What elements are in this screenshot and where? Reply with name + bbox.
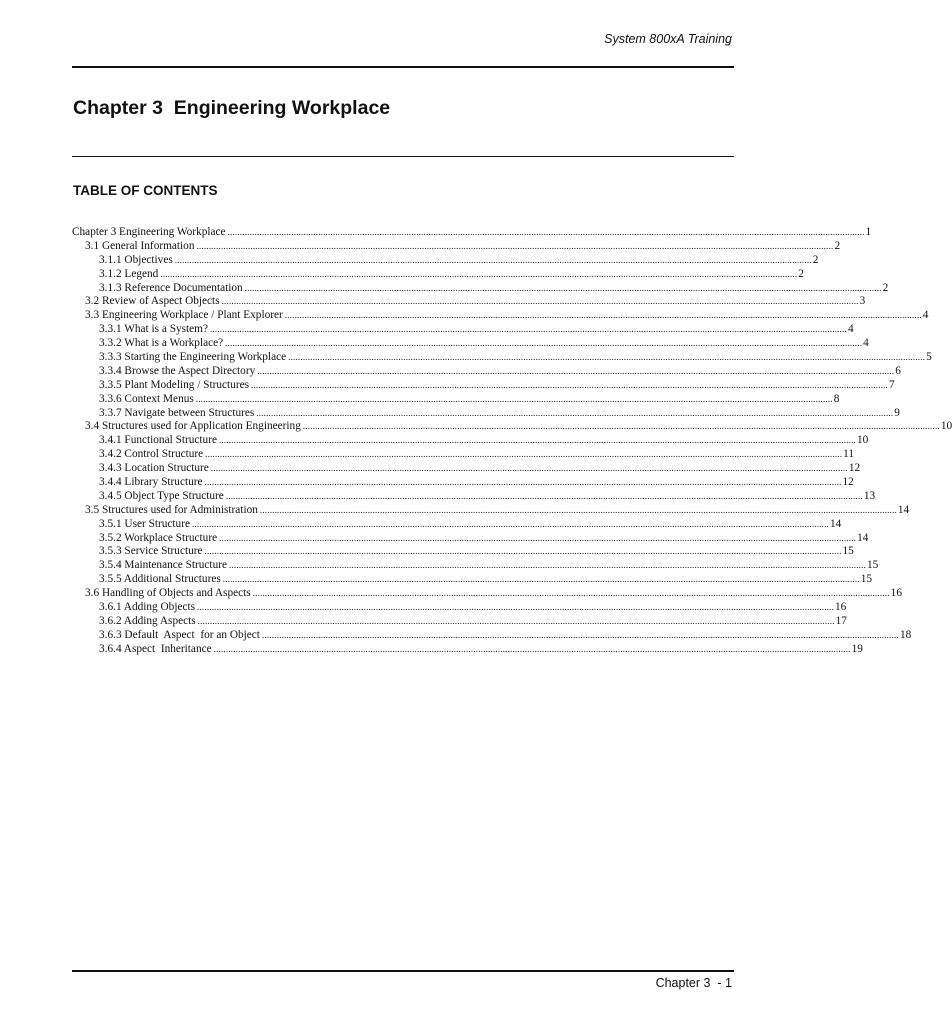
header-divider [72,66,734,68]
toc-entry-page: 2 [882,281,889,294]
toc-entry-label: 3.1 General Information [85,239,195,252]
toc-dot-leader: .................................................................................................................................................................................................................................................................... [284,310,922,321]
toc-entry[interactable] [72,434,869,448]
toc-dot-leader: .................................................................................................................................................................................................................................................................... [204,477,842,488]
toc-entry-label: 3.6.1 Adding Objects [99,601,196,614]
toc-entry-page: 2 [798,267,804,280]
toc-entry[interactable] [72,448,855,462]
toc-entry-page: 5 [926,351,932,364]
toc-dot-leader: .................................................................................................................................................................................................................................................................... [256,407,894,418]
toc-entry-label: 3.3.3 Starting the Engineering Workplace [99,351,287,364]
toc-entry-page: 16 [835,601,847,614]
toc-entry-label: 3.3.6 Context Menus [99,392,194,405]
title-divider [72,156,734,157]
toc-dot-leader: .................................................................................................................................................................................................................................................................... [225,338,863,349]
toc-entry-label: 3.4.4 Library Structure [99,476,203,489]
toc-entry[interactable] [72,226,872,240]
toc-dot-leader: .................................................................................................................................................................................................................................................................... [259,504,897,515]
toc-entry[interactable] [72,323,854,337]
toc-entry-page: 15 [867,559,879,572]
toc-dot-leader: .................................................................................................................................................................................................................................................................... [197,615,835,626]
toc-entry[interactable] [72,587,902,601]
toc-dot-leader: .................................................................................................................................................................................................................................................................... [213,643,851,654]
toc-entry[interactable] [72,642,863,657]
toc-entry-label: 3.1.1 Objectives [99,253,173,266]
toc-entry-page: 14 [829,517,842,530]
toc-entry[interactable] [72,489,876,504]
toc-entry[interactable] [72,531,869,546]
toc-entry-label: 3.5 Structures used for Administration [85,503,258,516]
toc-entry[interactable] [72,295,866,309]
toc-entry-label: 3.4.1 Functional Structure [99,434,217,447]
toc-dot-leader: .................................................................................................................................................................................................................................................................... [222,574,860,585]
toc-entry-label: 3.4.3 Location Structure [99,462,209,475]
toc-entry-label: 3.1.3 Reference Documentation [99,281,243,294]
toc-entry[interactable] [72,253,819,268]
toc-entry-label: 3.2 Review of Aspect Objects [85,295,220,308]
footer-divider [72,970,734,972]
toc-entry[interactable] [72,239,841,254]
toc-entry-label: 3.3.5 Plant Modeling / Structures [99,378,249,391]
toc-dot-leader: .................................................................................................................................................................................................................................................................... [160,268,798,279]
toc-entry[interactable] [72,614,847,629]
toc-entry-label: 3.5.1 User Structure [99,517,190,530]
toc-entry-label: Chapter 3 Engineering Workplace [72,226,226,238]
toc-entry-page: 9 [894,406,900,419]
toc-entry-page: 16 [890,587,902,600]
toc-dot-leader: .................................................................................................................................................................................................................................................................... [252,588,890,599]
toc-entry-page: 13 [863,489,876,502]
toc-entry[interactable] [72,503,910,518]
toc-entry-page: 18 [899,628,912,641]
toc-dot-leader: .................................................................................................................................................................................................................................................................... [174,254,812,265]
toc-entry-page: 15 [842,545,854,558]
toc-entry-page: 6 [895,364,901,377]
page-footer: Chapter 3 - 1 [655,976,732,990]
toc-entry-page: 15 [860,573,873,586]
toc-heading: TABLE OF CONTENTS [73,183,218,198]
toc-dot-leader: .................................................................................................................................................................................................................................................................... [288,352,926,363]
toc-entry-page: 10 [856,434,869,447]
toc-entry-label: 3.3.4 Browse the Aspect Directory [99,364,256,377]
toc-entry[interactable] [72,628,912,643]
toc-entry-label: 3.6.3 Default Aspect for an Object [99,628,260,641]
toc-dot-leader: .................................................................................................................................................................................................................................................................... [197,602,835,613]
toc-entry-page: 4 [847,323,854,336]
toc-dot-leader: .................................................................................................................................................................................................................................................................... [257,365,895,376]
toc-entry-label: 3.4.5 Object Type Structure [99,489,224,502]
toc-entry[interactable] [72,351,932,365]
toc-dot-leader: .................................................................................................................................................................................................................................................................... [218,435,856,446]
toc-entry[interactable] [72,281,889,296]
running-header: System 800xA Training [604,32,732,46]
toc-entry-label: 3.3 Engineering Workplace / Plant Explorer [85,309,283,322]
toc-entry-page: 12 [848,462,861,475]
toc-entry-page: 4 [863,337,869,350]
toc-entry-page: 14 [857,531,869,544]
toc-entry[interactable] [72,545,854,559]
toc-entry[interactable] [72,267,804,282]
toc-entry-label: 3.6.2 Adding Aspects [99,614,196,627]
toc-dot-leader: .................................................................................................................................................................................................................................................................... [261,629,899,640]
toc-entry[interactable] [72,337,869,351]
toc-entry-page: 2 [834,239,841,252]
toc-entry[interactable] [72,406,900,421]
toc-entry-page: 17 [835,614,847,627]
toc-dot-leader: .................................................................................................................................................................................................................................................................... [210,463,848,474]
toc-entry-page: 1 [865,226,872,238]
toc-entry-label: 3.4.2 Control Structure [99,448,204,461]
toc-entry[interactable] [72,476,854,490]
toc-dot-leader: .................................................................................................................................................................................................................................................................... [191,518,829,529]
table-of-contents [72,226,952,657]
toc-entry[interactable] [72,392,840,407]
toc-entry-label: 3.1.2 Legend [99,267,159,280]
toc-entry[interactable] [72,462,861,476]
toc-dot-leader: .................................................................................................................................................................................................................................................................... [227,227,865,237]
toc-entry-label: 3.3.2 What is a Workplace? [99,337,224,350]
toc-entry-page: 14 [897,503,910,516]
toc-entry-page: 11 [843,448,855,461]
toc-entry[interactable] [72,573,873,587]
toc-entry-label: 3.6 Handling of Objects and Aspects [85,587,251,600]
toc-entry[interactable] [72,420,952,434]
toc-entry-label: 3.5.5 Additional Structures [99,573,221,586]
toc-dot-leader: .................................................................................................................................................................................................................................................................... [229,560,866,571]
toc-entry-label: 3.5.2 Workplace Structure [99,531,218,544]
toc-entry-page: 12 [842,476,854,489]
toc-entry-label: 3.3.7 Navigate between Structures [99,406,255,419]
toc-dot-leader: .................................................................................................................................................................................................................................................................... [204,546,842,557]
toc-dot-leader: .................................................................................................................................................................................................................................................................... [209,324,847,335]
toc-entry-label: 3.5.3 Service Structure [99,545,203,558]
toc-dot-leader: .................................................................................................................................................................................................................................................................... [195,393,833,404]
toc-dot-leader: .................................................................................................................................................................................................................................................................... [244,282,882,293]
toc-entry-page: 3 [859,295,866,308]
toc-entry[interactable] [72,309,929,323]
toc-entry-page: 10 [940,420,952,433]
toc-entry-label: 3.6.4 Aspect Inheritance [99,642,212,655]
toc-dot-leader: .................................................................................................................................................................................................................................................................... [205,449,843,460]
toc-dot-leader: .................................................................................................................................................................................................................................................................... [302,421,940,432]
toc-entry[interactable] [72,378,895,393]
toc-entry-page: 19 [851,642,863,655]
toc-dot-leader: .................................................................................................................................................................................................................................................................... [219,532,857,543]
toc-entry[interactable] [72,364,901,379]
toc-entry[interactable] [72,517,842,532]
toc-entry[interactable] [72,559,879,573]
toc-entry-label: 3.4 Structures used for Application Engineering [85,420,301,433]
toc-entry-page: 2 [812,253,819,266]
toc-dot-leader: .................................................................................................................................................................................................................................................................... [196,240,834,251]
toc-dot-leader: .................................................................................................................................................................................................................................................................... [251,379,888,390]
toc-dot-leader: .................................................................................................................................................................................................................................................................... [225,490,863,501]
chapter-title: Chapter 3 Engineering Workplace [73,97,391,119]
toc-entry-label: 3.3.1 What is a System? [99,323,208,336]
toc-entry-page: 4 [922,309,929,322]
toc-entry[interactable] [72,601,847,615]
toc-entry-page: 7 [889,378,895,391]
toc-entry-page: 8 [833,392,840,405]
toc-entry-label: 3.5.4 Maintenance Structure [99,559,227,572]
toc-dot-leader: .................................................................................................................................................................................................................................................................... [221,296,859,307]
